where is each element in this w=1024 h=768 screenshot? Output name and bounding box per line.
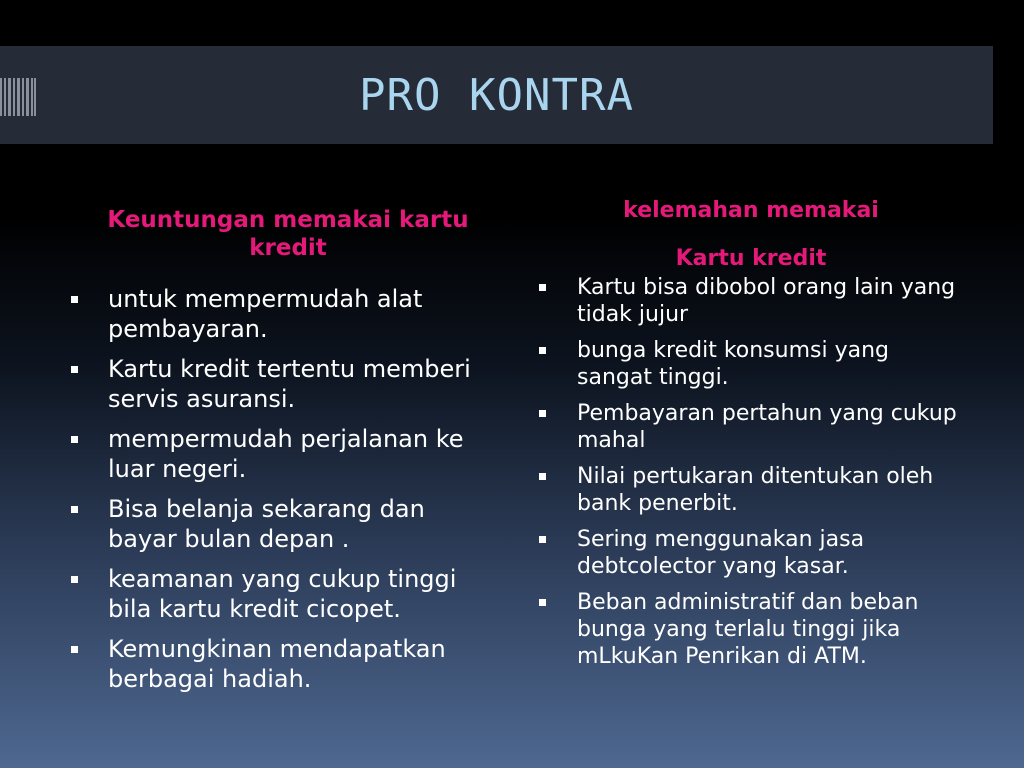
list-item — [536, 589, 966, 670]
square-bullet-icon — [539, 347, 546, 354]
list-item — [68, 564, 498, 624]
kontra-list — [536, 274, 966, 670]
pro-heading: Keuntungan memakai kartu kredit — [107, 207, 469, 261]
list-item-text: Bisa belanja sekarang dan bayar bulan depan . — [108, 495, 425, 553]
square-bullet-icon — [539, 284, 546, 291]
square-bullet-icon — [71, 296, 78, 303]
list-item-text: Kartu bisa dibobol orang lain yang tidak jujur — [577, 275, 956, 327]
kontra-heading — [536, 198, 966, 272]
list-item-text: Pembayaran pertahun yang cukup mahal — [577, 401, 957, 453]
list-item — [536, 463, 966, 517]
square-bullet-icon — [71, 366, 78, 373]
list-item-text: keamanan yang cukup tinggi bila kartu kredit cicopet. — [108, 565, 457, 623]
pro-list — [68, 284, 498, 694]
kontra-heading-line1: kelemahan memakai — [623, 198, 879, 223]
list-item — [536, 337, 966, 391]
square-bullet-icon — [539, 536, 546, 543]
slide-title: PRO KONTRA — [359, 69, 634, 121]
pro-column — [68, 206, 498, 704]
list-item — [68, 424, 498, 484]
list-item-text: Nilai pertukaran ditentukan oleh bank penerbit. — [577, 464, 934, 516]
list-item — [536, 400, 966, 454]
list-item-text: Sering menggunakan jasa debtcolector yang kasar. — [577, 527, 865, 579]
list-item-text: Kartu kredit tertentu memberi servis asuransi. — [108, 355, 471, 413]
list-item-text: Kemungkinan mendapatkan berbagai hadiah. — [108, 635, 446, 693]
list-item — [536, 526, 966, 580]
square-bullet-icon — [539, 473, 546, 480]
kontra-heading-line2: Kartu kredit — [675, 246, 827, 271]
square-bullet-icon — [71, 506, 78, 513]
list-item-text: mempermudah perjalanan ke luar negeri. — [108, 425, 464, 483]
list-item-text: untuk mempermudah alat pembayaran. — [108, 285, 423, 343]
square-bullet-icon — [71, 576, 78, 583]
list-item — [68, 284, 498, 344]
list-item — [68, 354, 498, 414]
square-bullet-icon — [71, 646, 78, 653]
square-bullet-icon — [71, 436, 78, 443]
list-item-text: bunga kredit konsumsi yang sangat tinggi. — [577, 338, 889, 390]
list-item — [536, 274, 966, 328]
list-item — [68, 494, 498, 554]
square-bullet-icon — [539, 599, 546, 606]
list-item-text: Beban administratif dan beban bunga yang terlalu tinggi jika mLkuKan Penrikan di ATM. — [577, 590, 919, 669]
list-item — [68, 634, 498, 694]
kontra-column — [536, 198, 966, 679]
square-bullet-icon — [539, 410, 546, 417]
